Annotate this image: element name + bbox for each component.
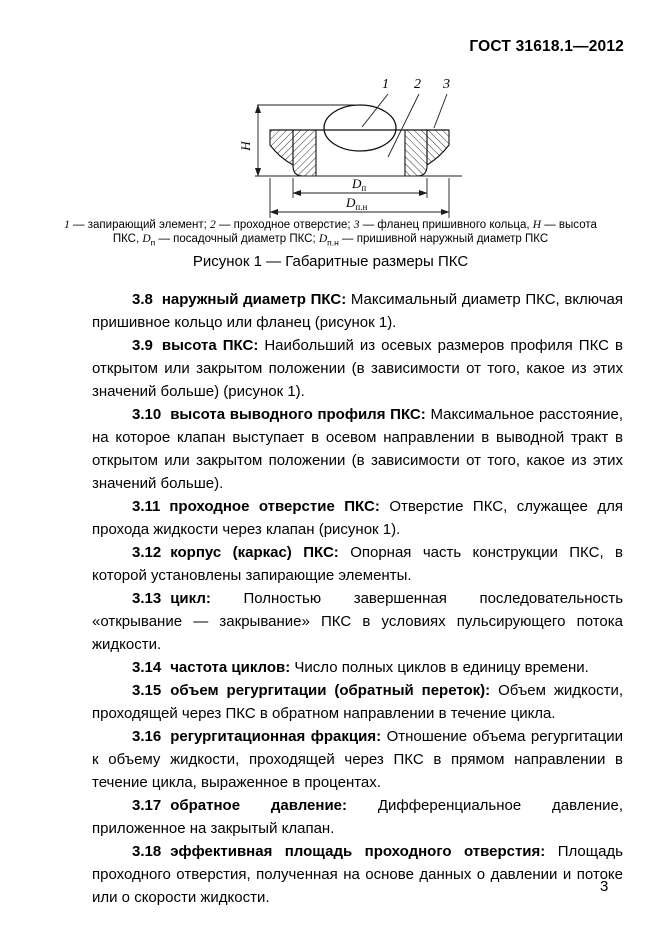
- definition-item: [92, 495, 623, 541]
- part-label-1: 1: [382, 77, 389, 92]
- definition-text: Максимальное расстояние, на которое клапан выступает в осевом направлении в выводной тракт в открытом или закрытом положении (в зависимости от того, какое из этих значений больше).: [92, 406, 623, 492]
- definition-item: [92, 794, 623, 840]
- definitions-list: [92, 288, 623, 909]
- page-number: 3: [600, 878, 609, 895]
- definition-item: [92, 679, 623, 725]
- term: проходное отверстие ПКС:: [169, 498, 380, 515]
- right-flange-section: [427, 130, 449, 165]
- left-wall-section: [293, 130, 316, 176]
- ball-occluder: [324, 105, 396, 151]
- term: частота циклов:: [170, 659, 291, 676]
- definition-text: Площадь проходного отверстия, полученная на основе данных о давлении и потоке или о скорости жидкости.: [92, 843, 623, 906]
- term-number: 3.10: [132, 406, 162, 423]
- term-number: 3.17: [132, 797, 162, 814]
- definition-text: Полностью завершенная последовательность «открывание — закрывание» ПКС в условиях пульсирующего потока жидкости.: [92, 590, 624, 653]
- definition-text: Объем жидкости, проходящей через ПКС в обратном направлении в течение цикла.: [92, 682, 623, 722]
- part-label-2: 2: [414, 77, 421, 92]
- term-number: 3.18: [132, 843, 162, 860]
- legend-item: 3 — фланец пришивного кольца,: [353, 219, 533, 231]
- dimension-label-h: H: [238, 141, 253, 151]
- term: цикл:: [170, 590, 211, 607]
- leader-line-3: [434, 94, 447, 128]
- term: объем регургитации (обратный переток):: [170, 682, 491, 699]
- right-wall-section: [405, 130, 427, 176]
- term: высота выводного профиля ПКС:: [170, 406, 426, 423]
- part-label-3: 3: [443, 77, 450, 92]
- term-number: 3.9: [132, 337, 153, 354]
- definition-item: [92, 403, 623, 495]
- term-number: 3.15: [132, 682, 162, 699]
- term-number: 3.8: [132, 291, 153, 308]
- definition-text: Максимальный диаметр ПКС, включая пришивное кольцо или фланец (рисунок 1).: [92, 291, 624, 331]
- figure-valve-cross-section: [0, 70, 661, 220]
- definition-text: Наибольший из осевых размеров профиля ПКС в открытом или закрытом положении (в зависимости от того, какое из этих значений больше) (рисунок 1).: [92, 337, 623, 400]
- document-standard-number: ГОСТ 31618.1—2012: [469, 38, 624, 55]
- definition-item: [92, 334, 623, 403]
- definition-item: [92, 288, 623, 334]
- term-number: 3.16: [132, 728, 162, 745]
- definition-item: [92, 541, 623, 587]
- term: высота ПКС:: [161, 337, 259, 354]
- legend-item: 2 — проходное отверстие;: [210, 219, 354, 231]
- definition-text: Отверстие ПКС, служащее для прохода жидкости через клапан (рисунок 1).: [92, 498, 623, 538]
- legend-item: $D_п$ — посадочный диаметр ПКС;: [142, 233, 319, 248]
- definition-item: [92, 587, 623, 656]
- definition-text: Опорная часть конструкции ПКС, в которой установлены запирающие элементы.: [92, 544, 623, 584]
- definition-item: [92, 840, 623, 909]
- term: обратное давление:: [170, 797, 348, 814]
- definition-item: [92, 725, 623, 794]
- term-number: 3.11: [132, 498, 161, 515]
- term: регургитационная фракция:: [170, 728, 382, 745]
- term: эффективная площадь проходного отверстия:: [170, 843, 546, 860]
- figure-caption: Рисунок 1 — Габаритные размеры ПКС: [192, 253, 469, 270]
- definition-text: Отношение объема регургитации к объему жидкости, проходящей через ПКС в прямом направлении в течение цикла, выраженное в процентах.: [92, 728, 624, 791]
- legend-item: $D_{п.н}$ — пришивной наружный диаметр ПКС: [318, 233, 549, 248]
- left-flange-section: [270, 130, 293, 165]
- term-number: 3.12: [132, 544, 162, 561]
- legend-item: 1 — запирающий элемент;: [64, 219, 211, 231]
- definition-item: [92, 656, 623, 679]
- term: корпус (каркас) ПКС:: [170, 544, 339, 561]
- dimension-label-dpn: $D_{п.н}$: [346, 195, 368, 212]
- definition-text: Дифференциальное давление, приложенное на закрытый клапан.: [92, 797, 623, 837]
- legend-item: H — высота ПКС,: [112, 219, 597, 245]
- term-number: 3.13: [132, 590, 162, 607]
- figure-legend: [60, 218, 601, 246]
- term: наружный диаметр ПКС:: [161, 291, 347, 308]
- dimension-label-dp: $D_п$: [352, 176, 367, 193]
- term-number: 3.14: [132, 659, 162, 676]
- definition-text: Число полных циклов в единицу времени.: [294, 659, 589, 676]
